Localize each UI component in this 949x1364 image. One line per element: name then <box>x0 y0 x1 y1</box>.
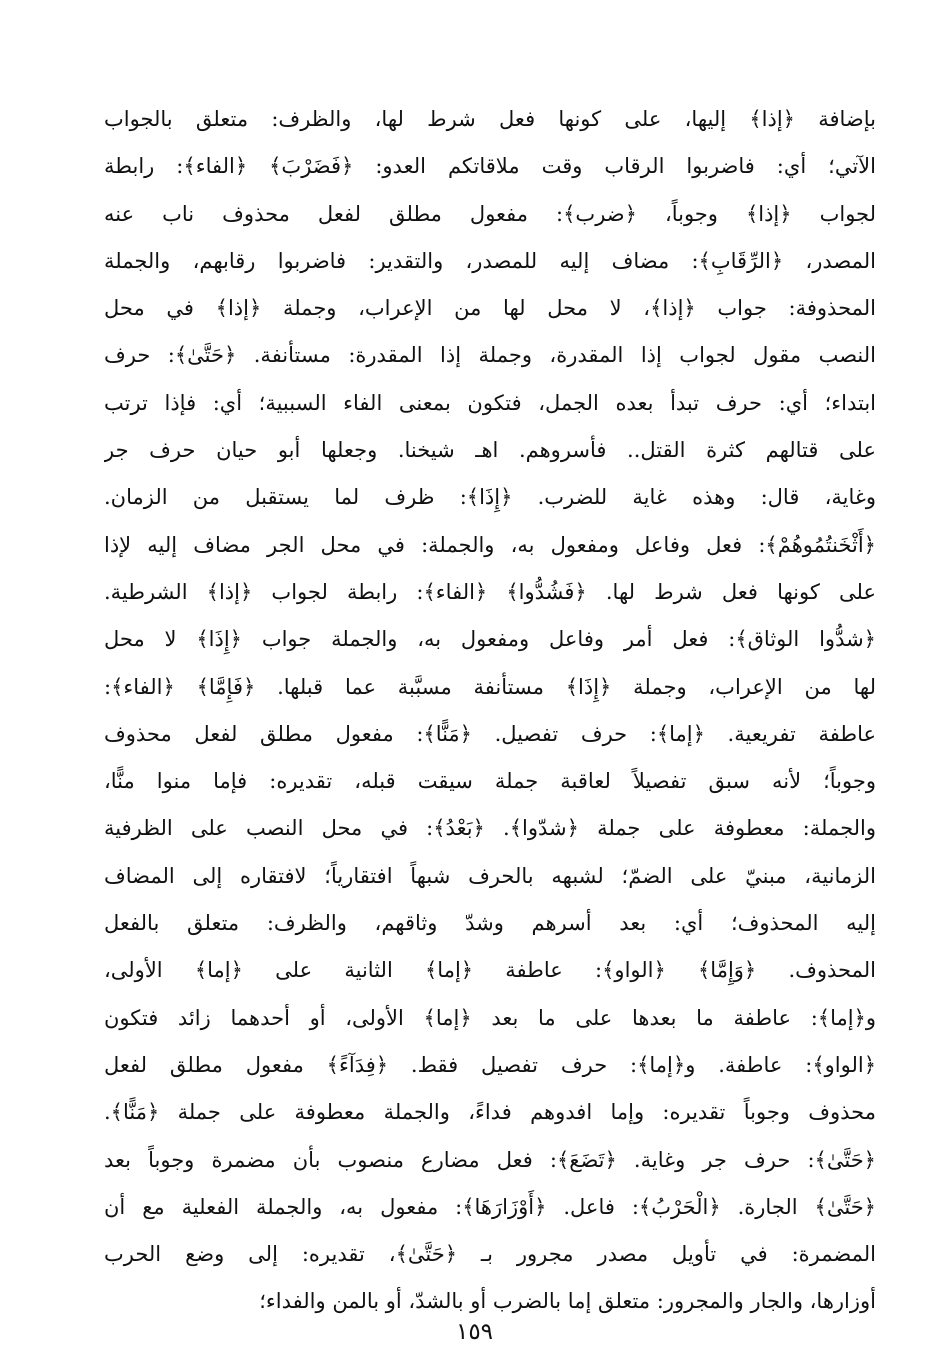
text-line: ﴿حَتَّىٰ﴾ الجارة. ﴿الْحَرْبُ﴾: فاعل. ﴿أَوْزَارَهَا﴾: مفعول به، والجملة الفعلية مع أن <box>104 1194 876 1219</box>
text-line: على كونها فعل شرط لها. ﴿فَشُدُّوا﴾ ﴿الفاء﴾: رابطة لجواب ﴿إذا﴾ الشرطية. <box>104 579 876 604</box>
text-line: بإضافة ﴿إذا﴾ إليها، على كونها فعل شرط لها، والظرف: متعلق بالجواب <box>104 107 876 131</box>
text-line: النصب مقول لجواب إذا المقدرة، وجملة إذا المقدرة: مستأنفة. ﴿حَتَّىٰ﴾: حرف <box>104 343 876 368</box>
text-line: ﴿الواو﴾: عاطفة. و﴿إما﴾: حرف تفصيل فقط. ﴿فِدَآءً﴾ مفعول مطلق لفعل <box>104 1052 876 1077</box>
text-line: المحذوفة: جواب ﴿إذا﴾، لا محل لها من الإعراب، وجملة ﴿إذا﴾ في محل <box>104 296 876 321</box>
text-line: لها من الإعراب، وجملة ﴿إِذَا﴾ مستأنفة مسبَّبة عما قبلها. ﴿فَإِمَّا﴾ ﴿الفاء﴾: <box>104 674 876 699</box>
text-line: ابتداء؛ أي: حرف تبدأ بعده الجمل، فتكون بمعنى الفاء السببية؛ أي: فإذا ترتب <box>104 390 876 415</box>
text-line: ﴿حَتَّىٰ﴾: حرف جر وغاية. ﴿تَضَعَ﴾: فعل مضارع منصوب بأن مضمرة وجوباً بعد <box>104 1147 876 1172</box>
text-line: عاطفة تفريعية. ﴿إما﴾: حرف تفصيل. ﴿مَنًّا﴾: مفعول مطلق لفعل محذوف <box>104 721 876 746</box>
text-line: لجواب ﴿إذا﴾ وجوباً، ﴿ضرب﴾: مفعول مطلق لفعل محذوف ناب عنه <box>104 201 876 226</box>
body-text <box>104 96 876 1326</box>
text-line: والجملة: معطوفة على جملة ﴿شدّوا﴾. ﴿بَعْدُ﴾: في محل النصب على الظرفية <box>104 816 876 841</box>
book-page <box>104 96 876 1314</box>
text-line: ﴿أَثْخَنتُمُوهُمْ﴾: فعل وفاعل ومفعول به، والجملة: في محل الجر مضاف إليه لإذا <box>104 532 876 557</box>
text-line: المصدر، ﴿الرِّقَابِ﴾: مضاف إليه للمصدر، والتقدير: فاضربوا رقابهم، والجملة <box>104 248 876 273</box>
text-line: وجوباً؛ لأنه سبق تفصيلاً لعاقبة جملة سيقت قبله، تقديره: فإما منوا منًّا، <box>104 769 876 794</box>
text-line: إليه المحذوف؛ أي: بعد أسرهم وشدّ وثاقهم، والظرف: متعلق بالفعل <box>104 911 876 936</box>
text-line: الآتي؛ أي: فاضربوا الرقاب وقت ملاقاتكم العدو: ﴿فَضَرْبَ﴾ ﴿الفاء﴾: رابطة <box>104 154 876 179</box>
page-number: ١٥٩ <box>455 1319 494 1345</box>
text-line: ﴿شدُّوا الوثاق﴾: فعل أمر وفاعل ومفعول به، والجملة جواب ﴿إِذَا﴾ لا محل <box>104 627 876 652</box>
text-line: أوزارها، والجار والمجرور: متعلق إما بالضرب أو بالشدّ، أو بالمن والفداء؛ <box>259 1289 876 1314</box>
text-line: الزمانية، مبنيّ على الضمّ؛ لشبهه بالحرف شبهاً افتقارياً؛ لافتقاره إلى المضاف <box>104 863 876 888</box>
text-line: المحذوف. ﴿وَإِمَّا﴾ ﴿الواو﴾: عاطفة ﴿إما﴾ الثانية على ﴿إما﴾ الأولى، <box>104 958 876 983</box>
text-line: و﴿إما﴾: عاطفة ما بعدها على ما بعد ﴿إما﴾ الأولى، أو أحدهما زائد فتكون <box>104 1005 876 1030</box>
text-line: على قتالهم كثرة القتل.. فأسروهم. اهـ شيخنا. وجعلها أبو حيان حرف جر <box>104 438 876 463</box>
text-line: محذوف وجوباً تقديره: وإما افدوهم فداءً، والجملة معطوفة على جملة ﴿مَنًّا﴾. <box>104 1100 876 1125</box>
text-line: المضمرة: في تأويل مصدر مجرور بـ ﴿حَتَّىٰ﴾، تقديره: إلى وضع الحرب <box>104 1242 876 1267</box>
text-line: وغاية، قال: وهذه غاية للضرب. ﴿إِذَا﴾: ظرف لما يستقبل من الزمان. <box>104 485 876 510</box>
